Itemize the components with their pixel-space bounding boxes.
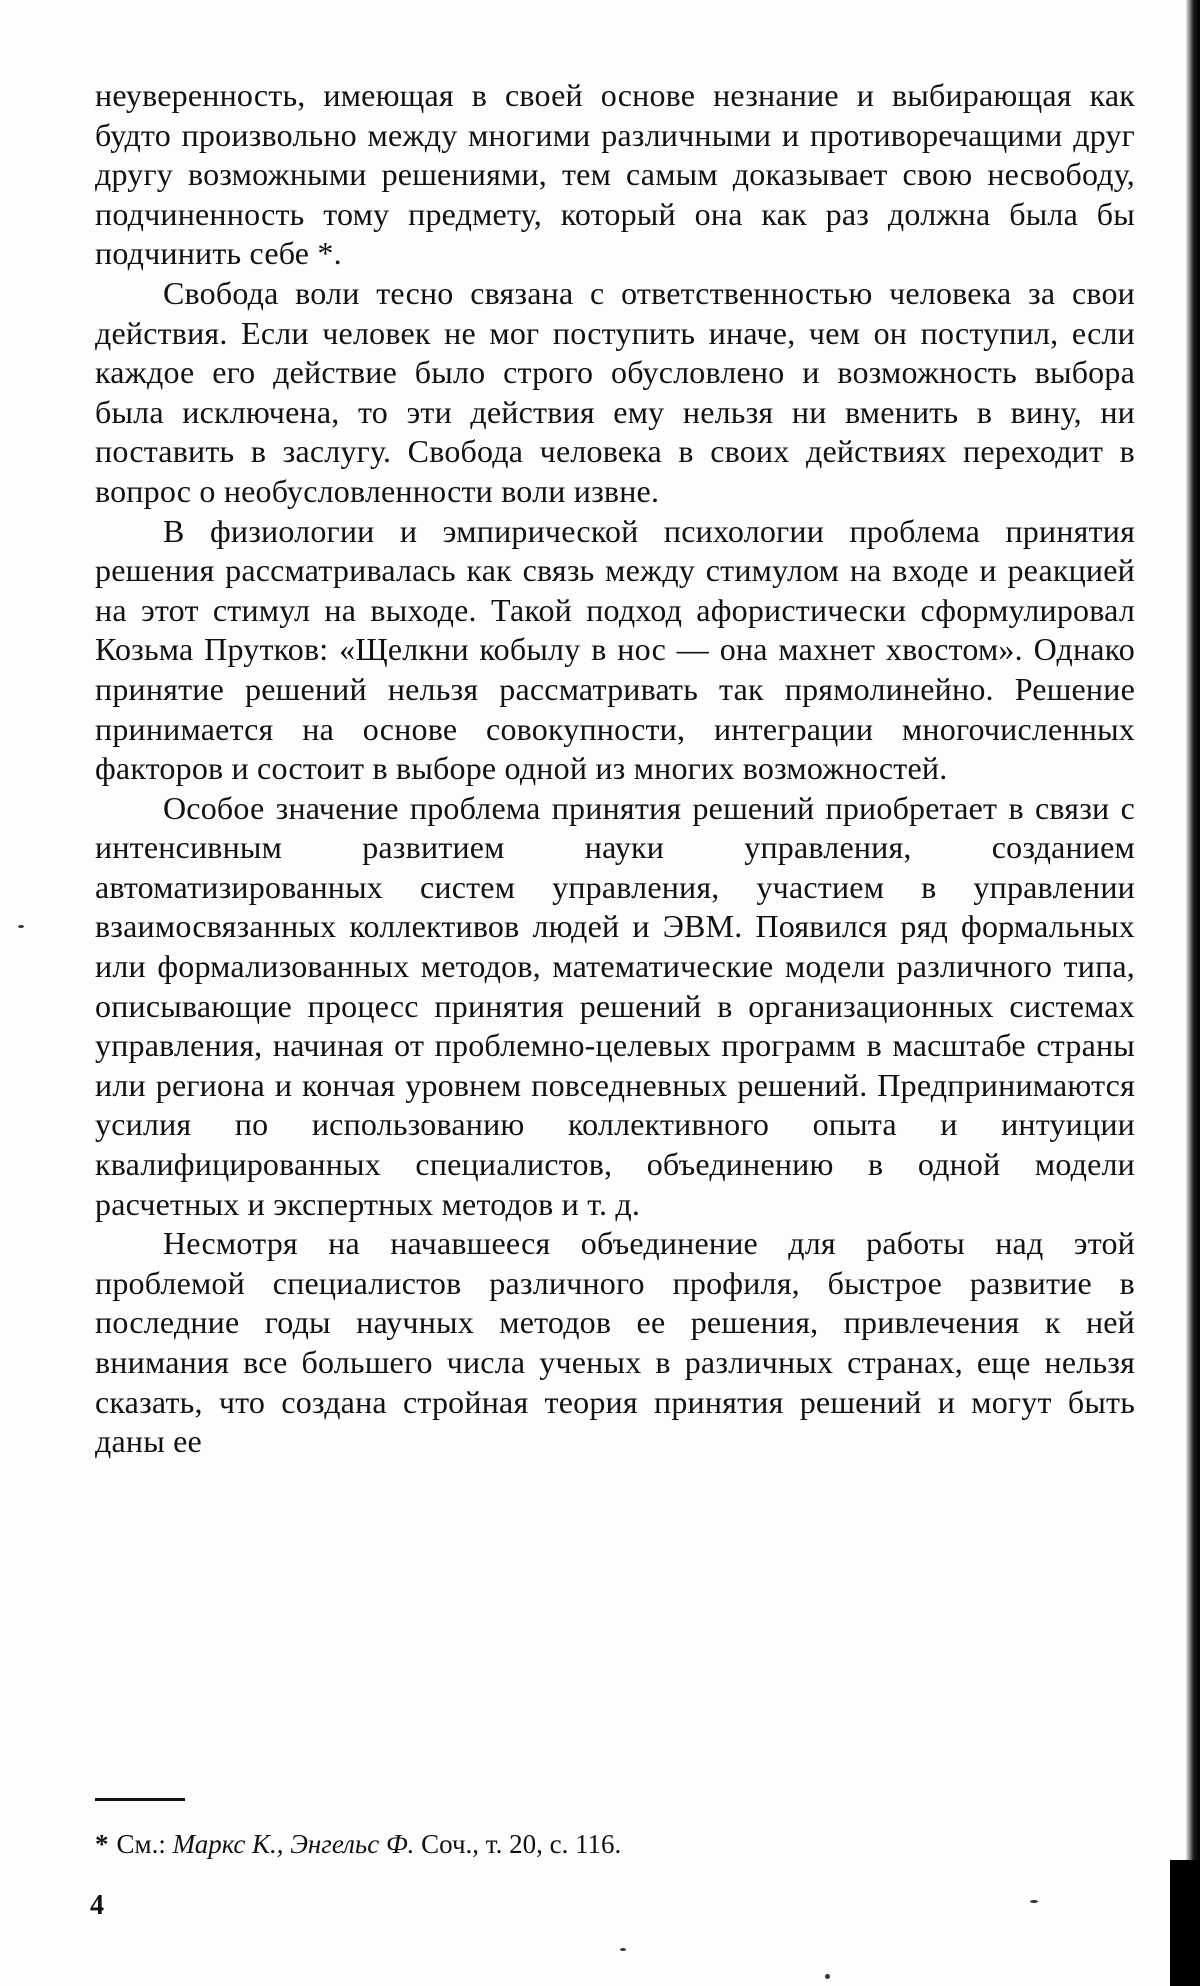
body-text	[95, 76, 1135, 1462]
footnote-reference: Соч., т. 20, с. 116.	[421, 1829, 622, 1859]
footnote-authors: Маркс К., Энгельс Ф.	[172, 1829, 415, 1859]
footnote-divider	[95, 1798, 185, 1801]
page-number: 4	[90, 1890, 104, 1921]
scan-speck	[18, 925, 24, 928]
paragraph-free-will: Свобода воли тесно связана с ответственностью человека за свои действия. Если человек не мог поступить иначе, чем он поступил, если каждое его действие было строго обусловлено и возможность выбора была исключена, то эти действия ему нельзя ни вменить в вину, ни поставить в заслугу. Свобода человека в своих действиях переходит в вопрос о необусловленности воли извне.	[95, 274, 1135, 509]
paragraph-management-science: Особое значение проблема принятия решений приобретает в связи с интенсивным развитием науки управления, созданием автоматизированных систем управления, участием в управлении взаимосвязанных коллективов людей и ЭВМ. Появился ряд формальных или формализованных методов, математические модели различного типа, описывающие процесс принятия решений в организационных системах управления, начиная от проблемно-целевых программ в масштабе страны или региона и кончая уровнем повседневных решений. Предпринимаются усилия по использованию коллективного опыта и интуиции квалифицированных специалистов, объединению в одной модели расчетных и экспертных методов и т. д.	[95, 789, 1135, 1222]
paragraph-theory-status: Несмотря на начавшееся объединение для работы над этой проблемой специалистов различного профиля, быстрое развитие в последние годы научных методов ее решения, привлечения к ней внимания все большего числа ученых в различных странах, еще нельзя сказать, что создана стройная теория принятия решений и могут быть даны ее	[95, 1225, 1135, 1460]
scan-speck	[620, 1948, 626, 1951]
scan-speck	[825, 1974, 830, 1979]
footnote-prefix: См.:	[116, 1829, 166, 1859]
paragraph-continuation: неуверенность, имеющая в своей основе незнание и выбирающая как будто произвольно между многими различными и противоречащими друг другу возможными решениями, тем самым доказывает свою несвободу, подчиненность тому предмету, который она как раз должна была бы подчинить себе *.	[95, 77, 1135, 272]
footnote-marker: *	[95, 1829, 109, 1859]
paragraph-physiology: В физиологии и эмпирической психологии проблема принятия решения рассматривалась как связь между стимулом на входе и реакцией на этот стимул на выходе. Такой подход афористически сформулировал Козьма Прутков: «Щелкни кобылу в нос — она махнет хвостом». Однако принятие решений нельзя рассматривать так прямолинейно. Решение принимается на основе совокупности, интеграции многочисленных факторов и состоит в выборе одной из многих возможностей.	[95, 512, 1135, 787]
scan-edge-corner	[1170, 1860, 1200, 1986]
scan-speck	[1030, 1900, 1038, 1903]
scan-edge-shadow	[1186, 0, 1200, 1986]
footnote	[95, 1828, 1135, 1860]
